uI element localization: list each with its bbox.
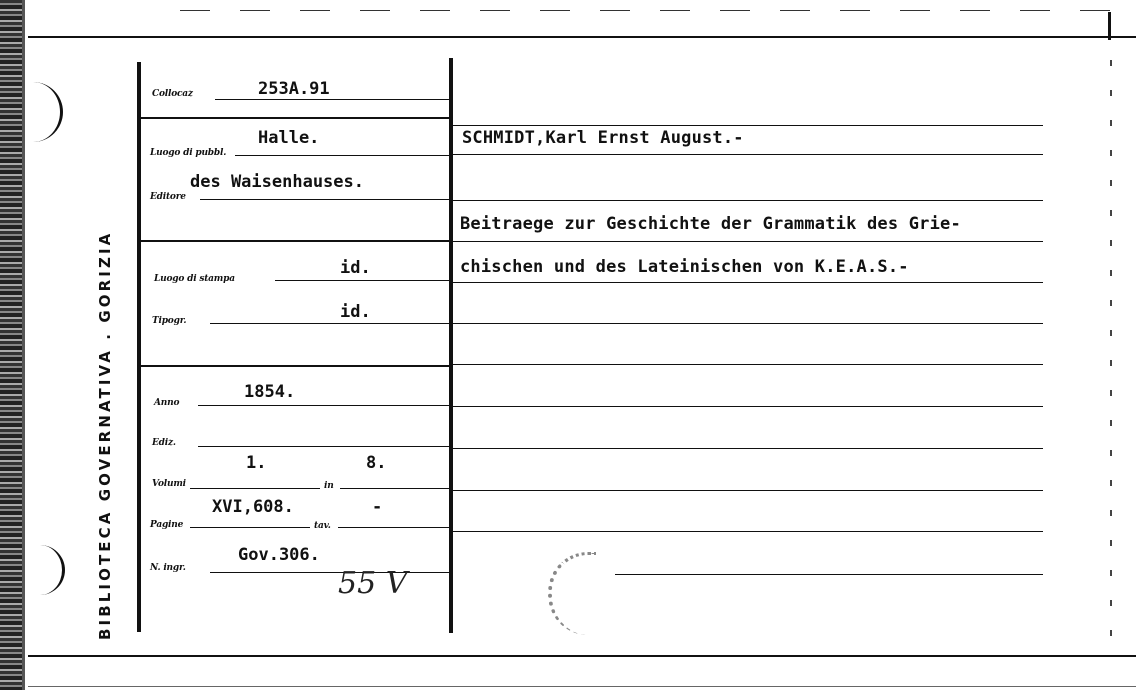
label-in: in bbox=[324, 481, 334, 491]
rule-9 bbox=[453, 490, 1043, 491]
value-anno: 1854. bbox=[244, 382, 296, 402]
field-line-volumi bbox=[190, 488, 320, 489]
title-line-2: chischen und des Lateinischen von K.E.A.S.- bbox=[460, 257, 909, 277]
rule-author bbox=[453, 154, 1043, 155]
value-volumi: 1. bbox=[246, 453, 267, 473]
rule-2 bbox=[453, 200, 1043, 201]
label-volumi: Volumi bbox=[152, 479, 186, 489]
rule-0 bbox=[453, 125, 1043, 126]
punch-hole-bottom bbox=[28, 545, 65, 595]
rule-10 bbox=[453, 531, 1043, 532]
rule-4 bbox=[453, 282, 1043, 283]
field-line-luogo-stampa bbox=[275, 280, 449, 281]
title-line-1: Beitraege zur Geschichte der Grammatik des Grie- bbox=[460, 214, 961, 234]
label-editore: Editore bbox=[150, 192, 186, 202]
field-line-tav bbox=[338, 527, 449, 528]
left-column-divider bbox=[137, 62, 141, 632]
rule-6 bbox=[453, 364, 1043, 365]
label-luogo-stampa: Luogo di stampa bbox=[154, 274, 235, 284]
label-ediz: Ediz. bbox=[152, 438, 176, 448]
card-top-dash bbox=[180, 10, 1130, 11]
left-row-sep-1 bbox=[141, 117, 449, 119]
faded-stamp-mark bbox=[548, 552, 596, 635]
label-anno: Anno bbox=[154, 398, 180, 408]
middle-column-divider bbox=[449, 58, 453, 633]
left-row-sep-3 bbox=[141, 365, 449, 367]
rule-11 bbox=[615, 574, 1043, 575]
rule-3 bbox=[453, 241, 1043, 242]
handwritten-shelf-note: 55 V bbox=[338, 566, 408, 601]
field-line-n-ingr bbox=[210, 572, 449, 573]
field-line-collocazione bbox=[215, 99, 449, 100]
card-top-border bbox=[28, 36, 1136, 38]
card-bottom-faint bbox=[28, 686, 1136, 687]
value-luogo-stampa: id. bbox=[340, 258, 371, 278]
punch-hole-top bbox=[30, 82, 63, 142]
label-luogo-pubbl: Luogo di pubbl. bbox=[150, 148, 227, 158]
value-n-ingr: Gov.306. bbox=[238, 545, 320, 565]
label-tipogr: Tipogr. bbox=[152, 316, 187, 326]
value-collocazione: 25ЗA.91 bbox=[258, 79, 330, 99]
label-collocazione: Collocaz bbox=[152, 89, 193, 99]
scan-edge bbox=[0, 0, 22, 690]
right-edge-mark bbox=[1108, 12, 1111, 40]
field-line-anno bbox=[198, 405, 449, 406]
field-line-tipogr bbox=[210, 323, 449, 324]
field-line-luogo-pubbl bbox=[235, 155, 449, 156]
label-n-ingr: N. ingr. bbox=[150, 563, 186, 573]
field-line-in bbox=[340, 488, 449, 489]
library-stamp-vertical: BIBLIOTECA GOVERNATIVA . GORIZIA bbox=[96, 230, 114, 640]
rule-8 bbox=[453, 448, 1043, 449]
value-editore: des Waisenhauses. bbox=[190, 172, 364, 192]
value-pagine: XVI,608. bbox=[212, 497, 294, 517]
rule-5 bbox=[453, 323, 1043, 324]
label-tav: tav. bbox=[314, 521, 331, 531]
value-tav: - bbox=[372, 497, 383, 517]
field-line-pagine bbox=[190, 527, 310, 528]
scan-edge-inner bbox=[22, 0, 25, 690]
left-row-sep-2 bbox=[141, 240, 449, 242]
author-heading: SCHMIDT,Karl Ernst August.- bbox=[462, 128, 744, 148]
label-pagine: Pagine bbox=[150, 520, 184, 530]
field-line-editore bbox=[200, 199, 449, 200]
card-bottom-border bbox=[28, 655, 1136, 657]
field-line-ediz bbox=[198, 446, 449, 447]
right-edge-dots bbox=[1110, 60, 1112, 640]
value-in: 8. bbox=[366, 453, 387, 473]
value-luogo-pubbl: Halle. bbox=[258, 128, 320, 148]
rule-7 bbox=[453, 406, 1043, 407]
value-tipogr: id. bbox=[340, 302, 371, 322]
